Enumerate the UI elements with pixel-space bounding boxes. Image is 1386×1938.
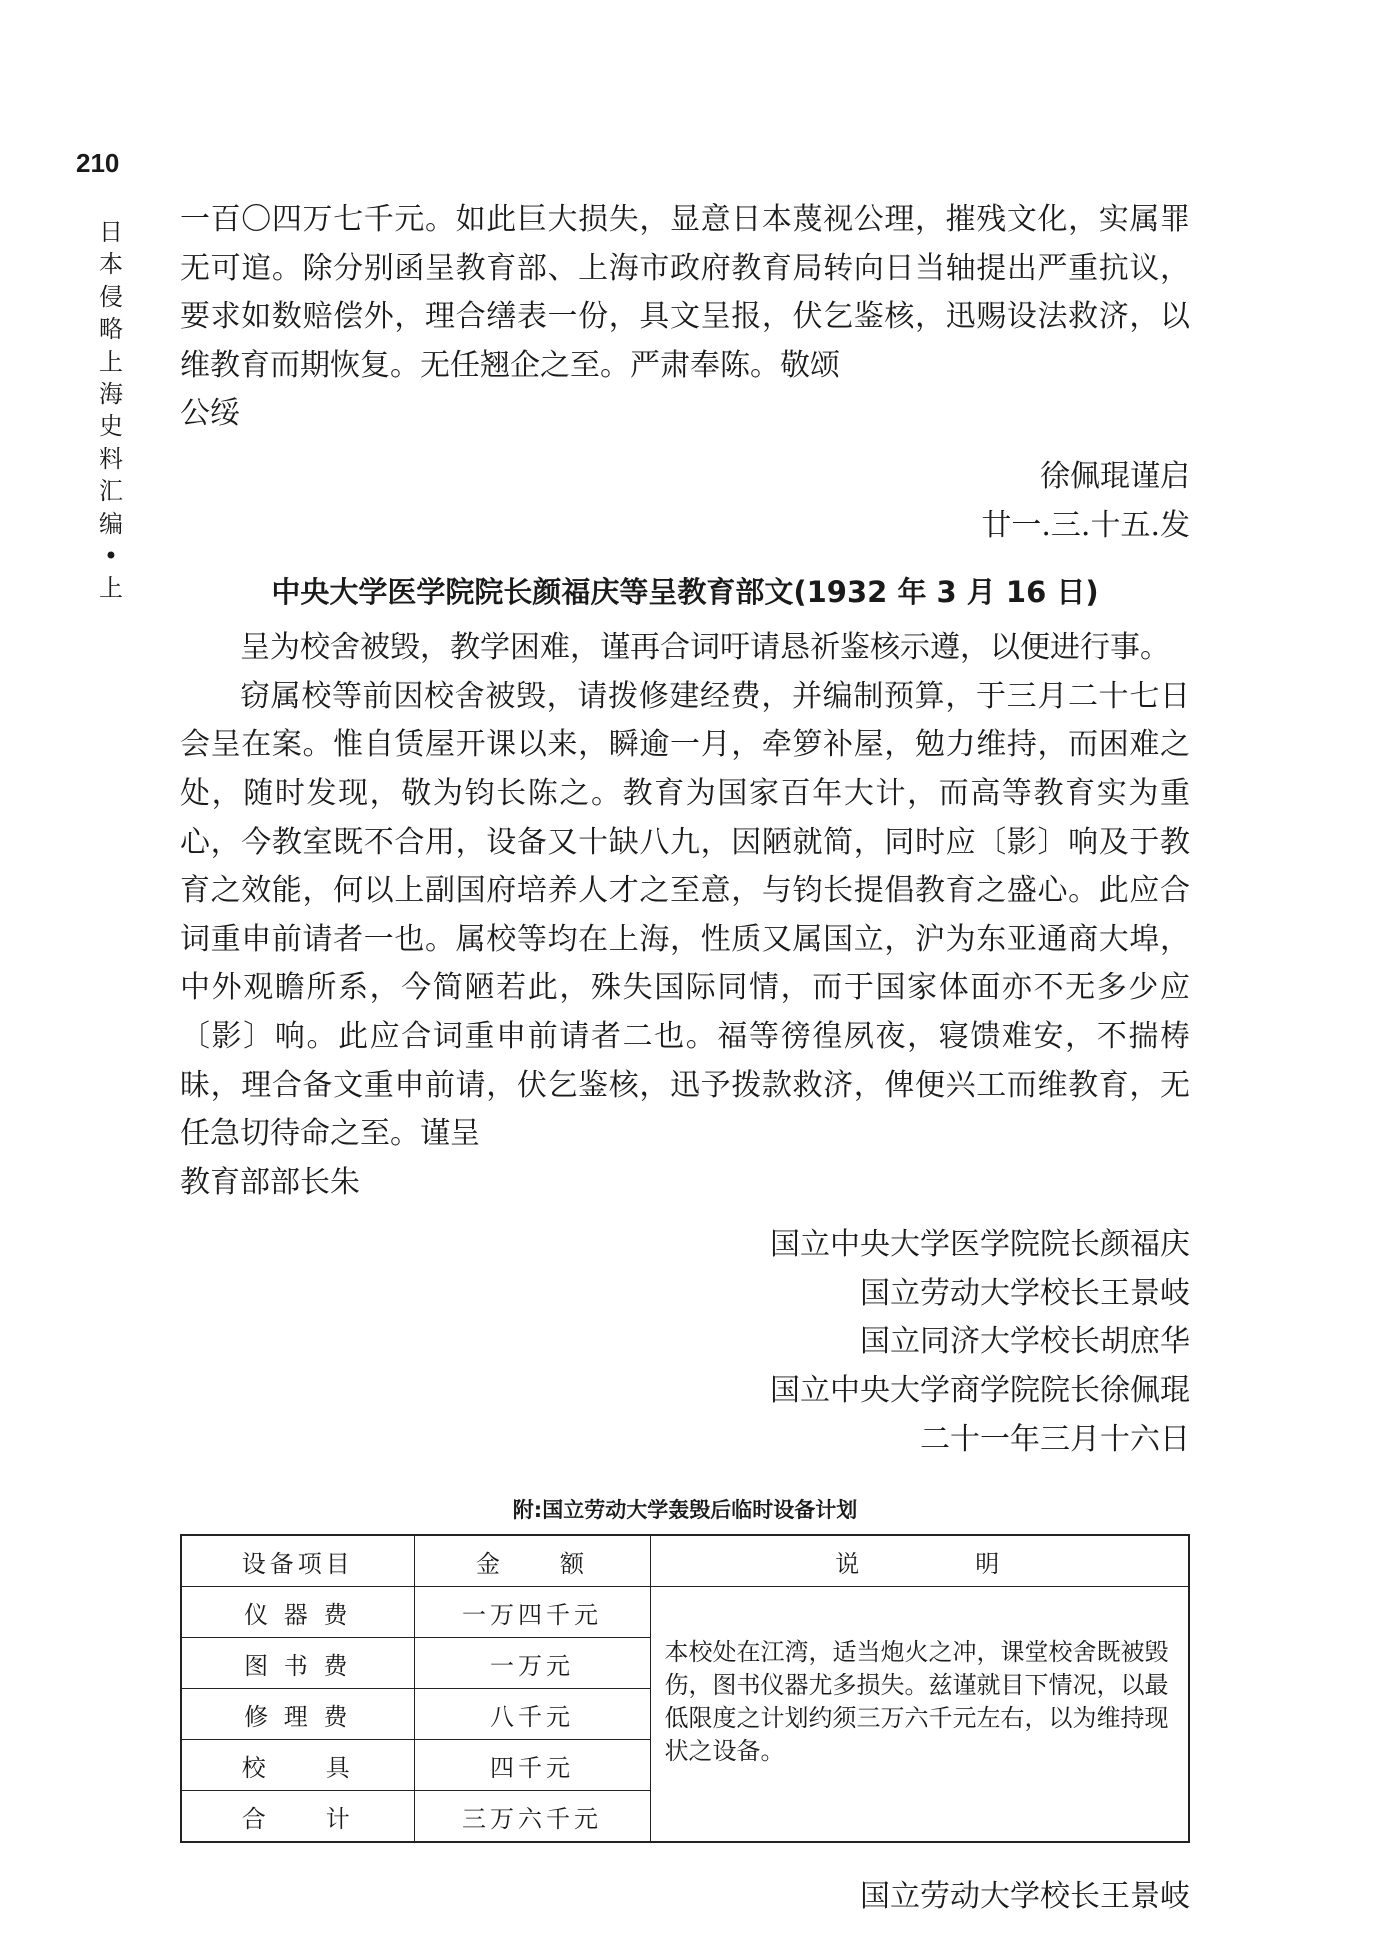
table-title: 附:国立劳动大学轰毁后临时设备计划	[512, 1498, 858, 1523]
letter2-date: 二十一年三月十六日	[920, 1421, 1190, 1457]
attachment-signature: 国立劳动大学校长王景岐	[860, 1879, 1190, 1915]
note-cell: 本校处在江湾，适当炮火之冲，课堂校舍既被毁伤，图书仪器尤多损失。兹谨就目下情况，以最低限度之计划约须三万六千元左右，以为维持现状之设备。	[650, 1587, 1189, 1843]
letter1-date: 廿一.三.十五.发	[981, 507, 1190, 543]
item-cell: 仪 器 费	[181, 1587, 414, 1638]
signatory: 国立同济大学校长胡庶华	[860, 1324, 1190, 1360]
letter1-paragraph: 一百〇四万七千元。如此巨大损失，显意日本蔑视公理，摧残文化，实属罪无可逭。除分别函呈教育部、上海市政府教育局转向日当轴提出严重抗议，要求如数赔偿外，理合缮表一份，具文呈报，伏乞鉴核，迅赐设法救济，以维教育而期恢复。无任翘企之至。严肃奉陈。敬颂	[180, 202, 1190, 383]
item-cell: 修 理 费	[181, 1689, 414, 1740]
equipment-plan-table	[180, 1534, 1190, 1843]
signatory: 国立劳动大学校长王景岐	[860, 1275, 1190, 1311]
item-cell: 校 具	[181, 1740, 414, 1791]
amount-cell: 三万六千元	[414, 1791, 650, 1843]
letter2-paragraph: 呈为校舍被毁，教学困难，谨再合词吁请恳祈鉴核示遵，以便进行事。	[240, 630, 1170, 666]
column-header: 设备项目	[181, 1535, 414, 1587]
letter1-signature: 徐佩琨谨启	[1040, 458, 1190, 494]
letter1-salutation: 公绥	[180, 396, 240, 432]
page-number: 210	[76, 148, 120, 178]
column-header: 金 额	[414, 1535, 650, 1587]
table-row	[181, 1587, 1189, 1638]
section-heading: 中央大学医学院院长颜福庆等呈教育部文(1932 年 3 月 16 日)	[271, 575, 1099, 610]
amount-cell: 一万元	[414, 1638, 650, 1689]
amount-cell: 四千元	[414, 1740, 650, 1791]
amount-cell: 一万四千元	[414, 1587, 650, 1638]
letter2-recipient: 教育部部长朱	[180, 1164, 360, 1200]
signatory: 国立中央大学医学院院长颜福庆	[770, 1227, 1190, 1263]
item-cell: 合 计	[181, 1791, 414, 1843]
item-cell: 图 书 费	[181, 1638, 414, 1689]
amount-cell: 八千元	[414, 1689, 650, 1740]
letter2-paragraph: 窃属校等前因校舍被毁，请拨修建经费，并编制预算，于三月二十七日会呈在案。惟自赁屋开课以来，瞬逾一月，牵箩补屋，勉力维持，而困难之处，随时发现，敬为钧长陈之。教育为国家百年大计，而高等教育实为重心，今教室既不合用，设备又十缺八九，因陋就简，同时应〔影〕响及于教育之效能，何以上副国府培养人才之至意，与钧长提倡教育之盛心。此应合词重申前请者一也。属校等均在上海，性质又属国立，沪为东亚通商大埠，中外观瞻所系，今简陋若此，殊失国际同情，而于国家体面亦不无多少应〔影〕响。此应合词重申前请者二也。福等徬徨夙夜，寝馈难安，不揣梼昧，理合备文重申前请，伏乞鉴核，迅予拨款救济，俾便兴工而维教育，无任急切待命之至。谨呈	[180, 678, 1190, 1152]
signatory: 国立中央大学商学院院长徐佩琨	[770, 1373, 1190, 1409]
column-header: 说 明	[650, 1535, 1189, 1587]
table-header-row	[181, 1535, 1189, 1587]
running-title: 日本侵略上海史料汇编•上	[99, 218, 123, 603]
page-content	[180, 196, 1190, 1922]
